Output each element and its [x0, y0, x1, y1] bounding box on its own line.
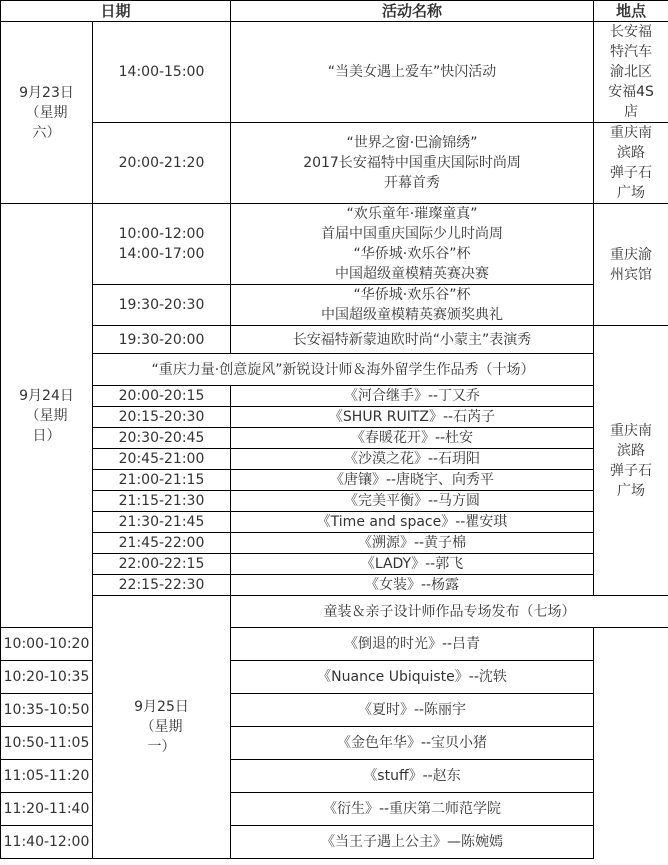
- time-cell: 20:15-20:30: [93, 407, 231, 428]
- activity-cell: “欢乐童年·璀璨童真” 首届中国重庆国际少儿时尚周 “华侨城·欢乐谷”杯 中国超级童模精英赛决赛: [231, 204, 594, 285]
- show-title-cell: 《唐镶》--唐晓宇、向秀平: [231, 470, 594, 491]
- date-cell-sep23: 9月23日 （星期 六）: [1, 22, 93, 204]
- time-cell: 10:35-10:50: [1, 694, 93, 727]
- date-cell-sep24: 9月24日 （星期 日）: [1, 204, 93, 628]
- show-title-cell: 《Time and space》--瞿安琪: [231, 512, 594, 533]
- show-title-cell: 《stuff》--赵东: [231, 760, 594, 793]
- table-row: [1, 285, 668, 326]
- time-cell: 21:00-21:15: [93, 470, 231, 491]
- time-cell: 10:50-11:05: [1, 727, 93, 760]
- location-cell: 长安福 特汽车 渝北区 安福4S 店: [594, 22, 668, 123]
- series-title-row: [1, 354, 668, 386]
- show-title-cell: 《完美平衡》--马方圆: [231, 491, 594, 512]
- time-cell: 22:00-22:15: [93, 554, 231, 575]
- series-title-row: [1, 596, 668, 628]
- activity-cell: “当美女遇上爱车”快闪活动: [231, 22, 594, 123]
- show-title-cell: 《沙漠之花》--石玥阳: [231, 449, 594, 470]
- table-row: [1, 22, 668, 123]
- time-cell: 21:45-22:00: [93, 533, 231, 554]
- show-title-cell: 《春暖花开》--杜安: [231, 428, 594, 449]
- table-row: [1, 470, 668, 491]
- time-cell: 11:40-12:00: [1, 826, 93, 859]
- time-cell: 14:00-15:00: [93, 22, 231, 123]
- time-cell: 22:15-22:30: [93, 575, 231, 596]
- time-cell: 11:05-11:20: [1, 760, 93, 793]
- time-cell: 10:00-12:00 14:00-17:00: [93, 204, 231, 285]
- time-cell: 11:20-11:40: [1, 793, 93, 826]
- show-title-cell: 《LADY》--郭飞: [231, 554, 594, 575]
- activity-cell: 长安福特新蒙迪欧时尚“小蒙主”表演秀: [231, 326, 594, 354]
- header-location: 地点: [594, 1, 668, 22]
- series-title: “重庆力量·创意旋风”新锐设计师＆海外留学生作品秀（十场）: [93, 354, 594, 386]
- table-row: [1, 449, 668, 470]
- time-cell: 21:15-21:30: [93, 491, 231, 512]
- table-row: [1, 512, 668, 533]
- time-cell: 21:30-21:45: [93, 512, 231, 533]
- table-row: [1, 533, 668, 554]
- activity-cell: “世界之窗·巴渝锦绣” 2017长安福特中国重庆国际时尚周 开幕首秀: [231, 123, 594, 204]
- table-row: [1, 575, 668, 596]
- show-title-cell: 《倒退的时光》--吕青: [231, 628, 594, 661]
- table-row: [1, 204, 668, 285]
- header-row: [1, 1, 668, 22]
- location-cell: 重庆南 滨路 弹子石 广场: [594, 123, 668, 204]
- table-row: [1, 386, 668, 407]
- time-cell: 10:20-10:35: [1, 661, 93, 694]
- time-cell: 20:30-20:45: [93, 428, 231, 449]
- location-cell: 重庆南 滨路 弹子石 广场: [594, 326, 668, 596]
- table-row: [1, 428, 668, 449]
- show-title-cell: 《衍生》--重庆第二师范学院: [231, 793, 594, 826]
- series-title: 童装＆亲子设计师作品专场发布（七场）: [231, 596, 668, 628]
- show-title-cell: 《金色年华》--宝贝小猪: [231, 727, 594, 760]
- show-title-cell: 《SHUR RUITZ》--石芮子: [231, 407, 594, 428]
- show-title-cell: 《当王子遇上公主》—陈婉嫣: [231, 826, 594, 859]
- time-cell: 19:30-20:00: [93, 326, 231, 354]
- show-title-cell: 《女装》--杨露: [231, 575, 594, 596]
- location-cell: 重庆渝 州宾馆: [594, 204, 668, 326]
- time-cell: 20:45-21:00: [93, 449, 231, 470]
- show-title-cell: 《溯源》--黄子棉: [231, 533, 594, 554]
- show-title-cell: 《Nuance Ubiquiste》--沈轶: [231, 661, 594, 694]
- activity-cell: “华侨城·欢乐谷”杯 中国超级童模精英赛颁奖典礼: [231, 285, 594, 326]
- table-row: [1, 554, 668, 575]
- date-cell-sep25: 9月25日 （星期 一）: [93, 596, 231, 859]
- show-title-cell: 《河合继手》--丁又乔: [231, 386, 594, 407]
- table-row: [1, 407, 668, 428]
- show-title-cell: 《夏时》--陈丽宇: [231, 694, 594, 727]
- table-row: [1, 491, 668, 512]
- time-cell: 20:00-21:20: [93, 123, 231, 204]
- time-cell: 20:00-20:15: [93, 386, 231, 407]
- table-row: [1, 326, 668, 354]
- time-cell: 10:00-10:20: [1, 628, 93, 661]
- table-row: [1, 123, 668, 204]
- header-activity: 活动名称: [231, 1, 594, 22]
- time-cell: 19:30-20:30: [93, 285, 231, 326]
- header-date: 日期: [1, 1, 231, 22]
